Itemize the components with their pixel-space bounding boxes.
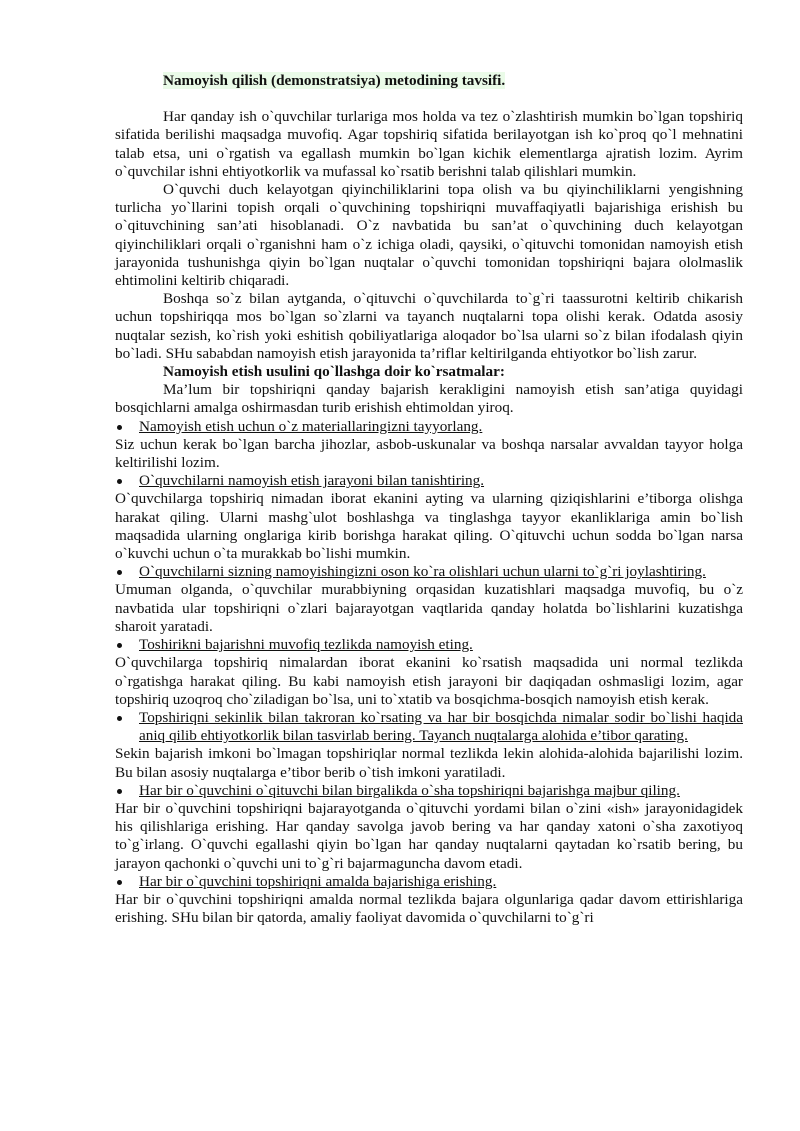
paragraph: Sekin bajarish imkoni bo`lmagan topshiriqlar normal tezlikda lekin alohida-alohida bajarilishi lozim. Bu bilan asosiy nuqtalarga e’tibor berib o`tish imkoni yaratiladi. <box>115 745 743 781</box>
instruction-list <box>115 472 743 490</box>
list-item: Toshirikni bajarishni muvofiq tezlikda namoyish eting. <box>115 636 743 654</box>
bullet-icon <box>117 643 122 648</box>
paragraph: Boshqa so`z bilan aytganda, o`qituvchi o`quvchilarda to`g`ri taassurotni keltirib chikarish uchun topshiriqqa mos bo`lgan so`zlarni va tayanch nuqtalarni topa olishi kerak. Odatda asosiy nuqtalar sezish, ko`rish yoki eshitish qobiliyatlariga aloqador bo`lsa ularni so`z bilan ifodalash qiyin bo`ladi. SHu sababdan namoyish etish jarayonida ta’riflar keltirilganda ehtiyotkor bo`lish zarur. <box>115 290 743 362</box>
bullet-icon <box>117 789 122 794</box>
document-page <box>115 72 743 927</box>
list-item: O`quvchilarni namoyish etish jarayoni bilan tanishtiring. <box>115 472 743 490</box>
instruction-list <box>115 782 743 800</box>
bullet-icon <box>117 425 122 430</box>
paragraph: Har qanday ish o`quvchilar turlariga mos holda va tez o`zlashtirish mumkin bo`lgan topshiriq sifatida berilishi maqsadga muvofiq. Agar topshiriq sifatida berilayotgan ish ko`proq qo`l mehnatini talab etsa, uni o`rgatish va egallash mumkin bo`lgan kichik elementlarga ajratish lozim. Ayrim o`quvchilar ishni ehtiyotkorlik va mufassal ko`rsatib berishni talab qilishlari mumkin. <box>115 108 743 180</box>
instruction-list <box>115 563 743 581</box>
paragraph: Har bir o`quvchini topshiriqni amalda normal tezlikda bajara olgunlariga qadar davom ettirishlariga erishing. SHu bilan bir qatorda, amaliy faoliyat davomida o`quvchilarni to`g`ri <box>115 890 743 927</box>
list-item: O`quvchilarni sizning namoyishingizni oson ko`ra olishlari uchun ularni to`g`ri joylashtiring. <box>115 563 743 581</box>
list-item: Har bir o`quvchini o`qituvchi bilan birgalikda o`sha topshiriqni bajarishga majbur qiling. <box>115 782 743 800</box>
list-item: Namoyish etish uchun o`z materiallaringizni tayyorlang. <box>115 418 743 436</box>
paragraph: O`quvchilarga topshiriq nimalardan iborat ekanini ko`rsatish maqsadida uni normal tezlikda o`rgatishga harakat qiling. Bu kabi namoyish etish jarayoni bir daqiqadan oshmasligi lozim, agar topshiriq uzoqroq cho`ziladigan bo`lsa, uni to`xtatib va bosqichma-bosqich namoyish etish kerak. <box>115 654 743 708</box>
paragraph: Har bir o`quvchini topshiriqni bajarayotganda o`qituvchi yordami bilan o`zini «ish» jarayonidagidek his qilishlariga erishing. Har qanday savolga javob bering va har qanday xatoni o`sha zaxotiyoq to`g`irlang. O`quvchi egallashi qiyin bo`lgan har qanday nuqtalarni qaytadan ko`rsatib bering, bu jarayon qachonki o`quvchi uni to`g`ri bajarmaguncha davom etadi. <box>115 799 743 872</box>
bullet-icon <box>117 570 122 575</box>
instruction-list <box>115 873 743 891</box>
bullet-icon <box>117 716 122 721</box>
paragraph: O`quvchi duch kelayotgan qiyinchiliklarini topa olish va bu qiyinchiliklarni yengishning turlicha yo`llarini topish orqali o`quvchining topshiriqni muvaffaqiyatli bajarishiga erishish bu o`qituvchining san’ati hisoblanadi. O`z navbatida bu san’at o`quvchining duch kelayotgan qiyinchiliklari orqali o`rganishni ham o`z ichiga oladi, qaysiki, o`qituvchi tomonidan namoyish etish jarayonida tushunishga qiyin bo`lgan nuqtalar o`quvchi tomonidan topshiriqni bajara ololmaslik ehtimolini keltirib chiqaradi. <box>115 181 743 290</box>
instruction-list <box>115 709 743 745</box>
section-heading: Namoyish etish usulini qo`llashga doir ko`rsatmalar: <box>163 363 505 381</box>
instruction-list <box>115 636 743 654</box>
instruction-list <box>115 418 743 436</box>
list-item: Topshiriqni sekinlik bilan takroran ko`rsating va har bir bosqichda nimalar sodir bo`lishi haqida aniq qilib ehtiyotkorlik bilan tasvirlab bering. Tayanch nuqtalarga alohida e’tibor qarating. <box>115 709 743 745</box>
document-title: Namoyish qilish (demonstratsiya) metodining tavsifi. <box>163 72 506 89</box>
bullet-icon <box>117 479 122 484</box>
list-item: Har bir o`quvchini topshiriqni amalda bajarishiga erishing. <box>115 873 743 891</box>
paragraph: Umuman olganda, o`quvchilar murabbiyning orqasidan kuzatishlari maqsadga muvofiq, bu o`z navbatida ular topshiriqni o`zlari bajarayotgan vaqtlarida qanday holatda bo`lishlarini kuzatishga sharoit yaratadi. <box>115 581 743 635</box>
paragraph: Siz uchun kerak bo`lgan barcha jihozlar, asbob-uskunalar va boshqa narsalar avvaldan tayyor holga keltirilishi lozim. <box>115 435 743 472</box>
paragraph: O`quvchilarga topshiriq nimadan iborat ekanini ayting va ularning qiziqishlarini e’tiborga olishga harakat qiling. Ularni mashg`ulot boshlashga va tinglashga tayyor ekanliklariga amin bo`lish maqsadida ularning onglariga kirib borishga harakat qiling. O`qituvchi uchun sodda bo`lgan narsa o`kuvchi uchun o`ta murakkab bo`lishi mumkin. <box>115 490 743 563</box>
bullet-icon <box>117 880 122 885</box>
paragraph: Ma’lum bir topshiriqni qanday bajarish kerakligini namoyish etish san’atiga quyidagi bosqichlarni amalga oshirmasdan turib erishish ehtimoldan yiroq. <box>115 381 743 417</box>
